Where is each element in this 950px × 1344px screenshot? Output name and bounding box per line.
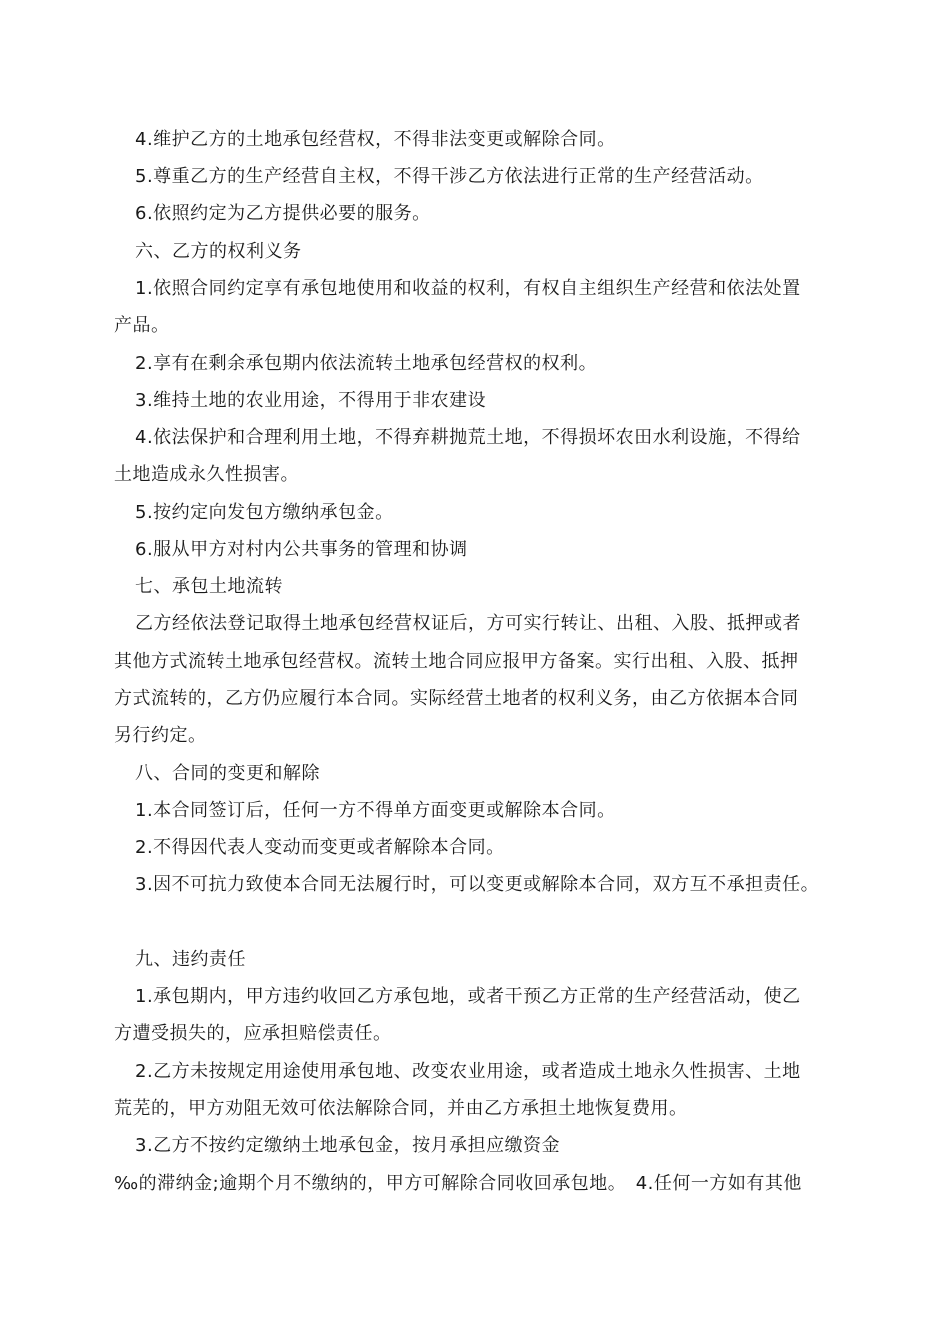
text-line: 4.维护乙方的土地承包经营权，不得非法变更或解除合同。 xyxy=(135,129,616,150)
text-line: 荒芜的，甲方劝阻无效可依法解除合同，并由乙方承担土地恢复费用。 xyxy=(114,1098,688,1119)
text-line: 方遭受损失的，应承担赔偿责任。 xyxy=(114,1023,392,1044)
text-line: 3.乙方不按约定缴纳土地承包金，按月承担应缴资金 xyxy=(135,1135,561,1156)
section-heading: 七、承包土地流转 xyxy=(135,576,283,597)
text-line: 1.依照合同约定享有承包地使用和收益的权利，有权自主组织生产经营和依法处置 xyxy=(135,278,801,299)
text-line: 4.依法保护和合理利用土地，不得弃耕抛荒土地，不得损坏农田水利设施，不得给 xyxy=(135,427,801,448)
text-line: 3.维持土地的农业用途，不得用于非农建设 xyxy=(135,390,487,411)
text-line: 方式流转的，乙方仍应履行本合同。实际经营土地者的权利义务，由乙方依据本合同 xyxy=(114,688,799,709)
text-line: 土地造成永久性损害。 xyxy=(114,464,299,485)
text-line: 2.乙方未按规定用途使用承包地、改变农业用途，或者造成土地永久性损害、土地 xyxy=(135,1061,801,1082)
text-line: 其他方式流转土地承包经营权。流转土地合同应报甲方备案。实行出租、入股、抵押 xyxy=(114,651,799,672)
text-line: 2.不得因代表人变动而变更或者解除本合同。 xyxy=(135,837,505,858)
text-line: 另行约定。 xyxy=(114,725,207,746)
text-line: 5.按约定向发包方缴纳承包金。 xyxy=(135,502,394,523)
text-line: 乙方经依法登记取得土地承包经营权证后，方可实行转让、出租、入股、抵押或者 xyxy=(135,613,801,634)
section-heading: 六、乙方的权利义务 xyxy=(135,241,302,262)
section-heading: 八、合同的变更和解除 xyxy=(135,763,320,784)
section-heading: 九、违约责任 xyxy=(135,949,246,970)
text-line: ‰的滞纳金;逾期个月不缴纳的，甲方可解除合同收回承包地。 4.任何一方如有其他 xyxy=(114,1173,802,1194)
text-line: 3.因不可抗力致使本合同无法履行时，可以变更或解除本合同，双方互不承担责任。 xyxy=(135,874,820,895)
text-line: 1.本合同签订后，任何一方不得单方面变更或解除本合同。 xyxy=(135,800,616,821)
text-line: 产品。 xyxy=(114,315,170,336)
text-line: 1.承包期内，甲方违约收回乙方承包地，或者干预乙方正常的生产经营活动，使乙 xyxy=(135,986,801,1007)
text-line: 6.服从甲方对村内公共事务的管理和协调 xyxy=(135,539,468,560)
text-line: 5.尊重乙方的生产经营自主权，不得干涉乙方依法进行正常的生产经营活动。 xyxy=(135,166,764,187)
text-line: 6.依照约定为乙方提供必要的服务。 xyxy=(135,203,431,224)
text-line: 2.享有在剩余承包期内依法流转土地承包经营权的权利。 xyxy=(135,353,598,374)
